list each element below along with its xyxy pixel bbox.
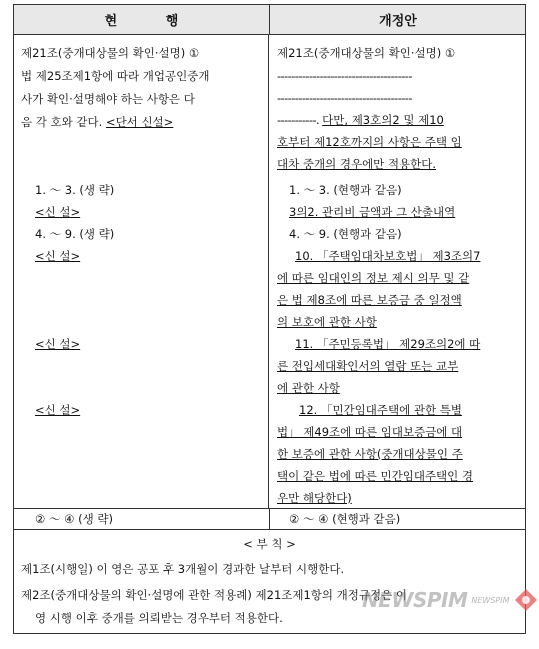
current-line: 법 제25조제1항에 따라 개업공인중개 [21, 69, 210, 83]
current-line: 1. ～ 3. (생 략) [35, 183, 115, 197]
revision-new-item: 택이 같은 법에 따른 민간임대주택인 경 [277, 469, 474, 483]
revision-line [277, 110, 444, 130]
addendum-article-1: 제1조(시행일) 이 영은 공포 후 3개월이 경과한 날부터 시행한다. [21, 562, 345, 576]
addendum-section [14, 530, 525, 634]
addendum-article-2-cont: 영 시행 이후 중개를 의뢰받는 경우부터 적용한다. [35, 611, 283, 625]
addendum-title: < 부 칙 > [243, 537, 296, 551]
header-revision: 개정안 [379, 14, 417, 29]
revision-dashes: -------------------------------------- [277, 91, 412, 105]
watermark-brand: NEWSPIM [362, 588, 468, 612]
header-current-label: 현 행 [104, 14, 201, 29]
sub-items-row [14, 508, 525, 530]
revision-line: 4. ～ 9. (현행과 같음) [289, 227, 402, 241]
revision-dashes: -------------------------------------- [277, 69, 412, 83]
current-sub-items: ② ～ ④ (생 략) [35, 512, 113, 526]
current-line-text: 음 각 호와 같다. [21, 115, 106, 129]
revision-proviso: 호부터 제12호까지의 사항은 주택 임 [277, 135, 462, 149]
new-provision-note: <신 설> [35, 403, 81, 417]
revision-new-item: 의 보호에 관한 사항 [277, 315, 377, 329]
revision-line: 1. ～ 3. (현행과 같음) [289, 183, 402, 197]
revision-new-item: 우만 해당한다) [277, 491, 352, 505]
current-line [21, 112, 173, 132]
revision-proviso: 다만, 제3호의2 및 제10 [322, 113, 444, 127]
addendum-article-2: 제2조(중개대상물의 확인·설명에 관한 적용례) 제21조제1항의 개정규정은 이 [21, 588, 407, 602]
revision-dashes: -----------. [277, 113, 323, 127]
new-provision-note: <신 설> [35, 249, 81, 263]
current-line: 제21조(중개대상물의 확인·설명) ① [21, 46, 200, 60]
header-current [14, 5, 270, 34]
revision-new-item: 에 관한 사항 [277, 381, 340, 395]
revision-new-item: 10. 「주택임대차보호법」 제3조의7 [295, 249, 481, 263]
revision-column [270, 35, 526, 508]
revision-new-item: 른 전입세대확인서의 열람 또는 교부 [277, 359, 459, 373]
table-header [14, 5, 525, 35]
new-provision-note: <신 설> [35, 205, 81, 219]
watermark-small: NEWSPIM [471, 595, 510, 605]
revision-proviso: 대차 중개의 경우에만 적용한다. [277, 157, 437, 171]
column-divider [269, 509, 270, 529]
proviso-new-note: <단서 신설> [105, 115, 174, 129]
revision-new-item: 3의2. 관리비 금액과 그 산출내역 [289, 205, 456, 219]
revision-new-item: 에 따른 임대인의 정보 제시 의무 및 같 [277, 271, 470, 285]
revision-new-item: 한 보증에 관한 사항(중개대상물인 주 [277, 447, 463, 461]
revision-new-item: 은 법 제8조에 따른 보증금 중 일정액 [277, 293, 462, 307]
revision-new-item: 11. 「주민등록법」 제29조의2에 따 [295, 337, 481, 351]
revision-new-item: 12. 「민간임대주택에 관한 특별 [299, 403, 462, 417]
amendment-comparison-table [13, 4, 526, 634]
current-line: 사가 확인·설명해야 하는 사항은 다 [21, 92, 195, 106]
revision-new-item: 법」 제49조에 따른 임대보증금에 대 [277, 425, 463, 439]
current-line: 4. ～ 9. (생 략) [35, 227, 115, 241]
new-provision-note: <신 설> [35, 337, 81, 351]
revision-sub-items: ② ～ ④ (현행과 같음) [289, 512, 401, 526]
current-column [14, 35, 269, 508]
revision-line: 제21조(중개대상물의 확인·설명) ① [277, 46, 456, 60]
